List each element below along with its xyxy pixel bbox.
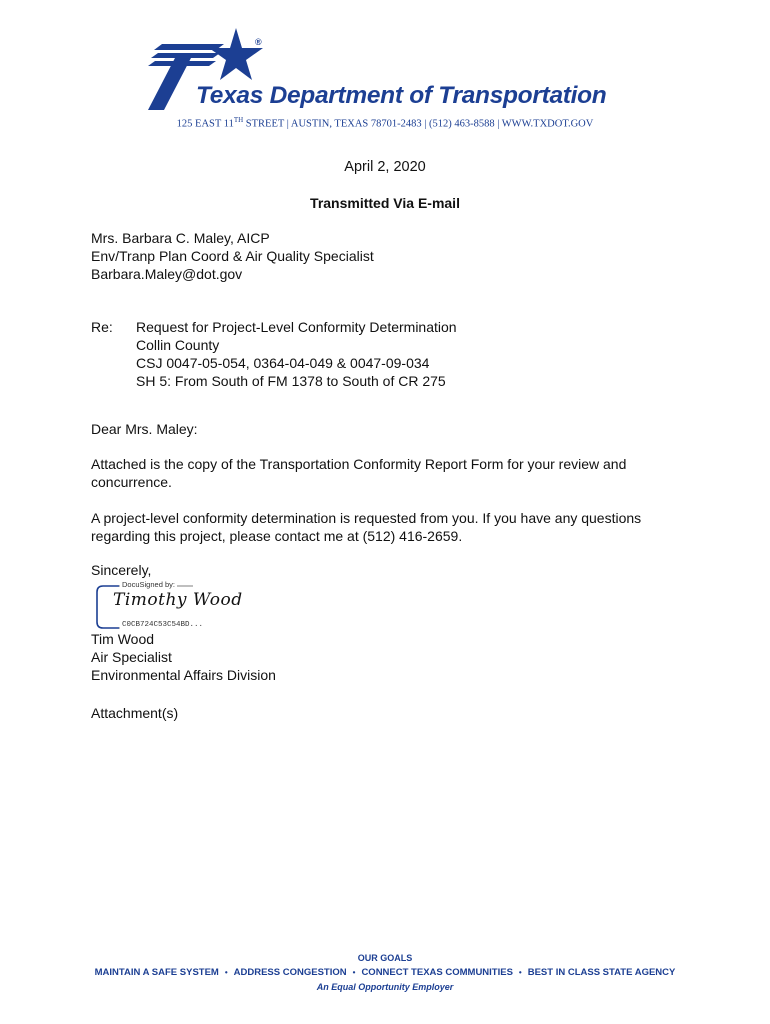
transmittal-method: Transmitted Via E-mail xyxy=(310,195,460,211)
subject-line: Collin County xyxy=(136,337,220,353)
registered-mark: ® xyxy=(255,37,262,47)
footer-heading: OUR GOALS xyxy=(357,953,413,963)
subject-line: Request for Project-Level Conformity Determination xyxy=(136,319,457,335)
recipient-email: Barbara.Maley@dot.gov xyxy=(91,266,243,282)
subject-label: Re: xyxy=(91,319,113,335)
recipient-title: Env/Tranp Plan Coord & Air Quality Specialist xyxy=(91,248,374,264)
goal-item: CONNECT TEXAS COMMUNITIES xyxy=(361,967,513,978)
logo-stripe-2 xyxy=(151,53,220,58)
salutation: Dear Mrs. Maley: xyxy=(91,421,198,437)
letter-date: April 2, 2020 xyxy=(344,159,426,175)
goal-item: BEST IN CLASS STATE AGENCY xyxy=(527,967,676,978)
closing: Sincerely, xyxy=(91,562,152,578)
address-post: STREET | AUSTIN, TEXAS 78701-2483 | (512) 463-8588 | WWW.TXDOT.GOV xyxy=(243,118,594,130)
address-pre: 125 EAST 11 xyxy=(176,118,234,130)
goal-item: ADDRESS CONGESTION xyxy=(233,967,347,978)
recipient-block xyxy=(91,229,374,283)
footer-goals xyxy=(0,967,770,978)
address-line xyxy=(0,116,770,130)
subject-line: SH 5: From South of FM 1378 to South of CR 275 xyxy=(136,373,446,389)
logo-stripe-3 xyxy=(148,61,216,66)
signer-title: Air Specialist xyxy=(91,649,172,665)
bullet-separator: • xyxy=(224,968,228,977)
recipient-name: Mrs. Barbara C. Maley, AICP xyxy=(91,230,270,246)
signer-block xyxy=(91,630,276,684)
subject-lines xyxy=(136,318,457,390)
signer-name: Tim Wood xyxy=(91,631,155,647)
subject-line: CSJ 0047-05-054, 0364-04-049 & 0047-09-034 xyxy=(136,355,430,371)
attachments-note: Attachment(s) xyxy=(91,705,179,721)
goal-item: MAINTAIN A SAFE SYSTEM xyxy=(94,967,219,978)
body-paragraph: Attached is the copy of the Transportation Conformity Report Form for your review and concurrence. xyxy=(91,456,627,490)
signer-division: Environmental Affairs Division xyxy=(91,667,276,683)
handwritten-signature: Timothy Wood xyxy=(113,590,243,610)
bullet-separator: • xyxy=(352,968,356,977)
docusign-signature xyxy=(93,578,263,636)
address-sup: TH xyxy=(233,116,244,124)
organization-name: Texas Department of Transportation xyxy=(196,82,607,109)
footer-employer: An Equal Opportunity Employer xyxy=(316,982,454,992)
bullet-separator: • xyxy=(518,968,522,977)
docusigned-label: DocuSigned by: xyxy=(122,580,175,589)
signature-hash: C0CB724C53C54BD... xyxy=(122,621,204,629)
body-paragraph: A project-level conformity determination is requested from you. If you have any questions regarding this project, please contact me at (512) 416-2659. xyxy=(91,510,642,544)
